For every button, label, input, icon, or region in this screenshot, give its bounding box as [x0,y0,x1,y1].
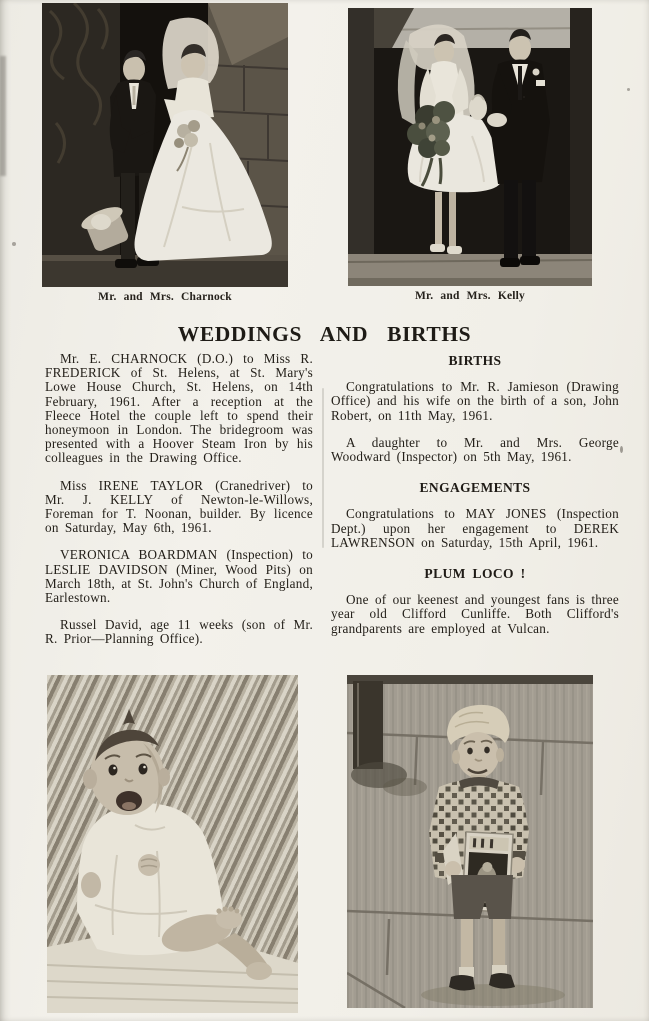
birth-announcement-jamieson: Congratulations to Mr. R. Jamieson (Drawing Office) and his wife on the birth of a son, John Robert, on 11th May, 1961. [331,379,619,423]
section-heading-births: BIRTHS [448,353,502,368]
wedding-photo-charnock [42,3,288,287]
section-heading-engagements: ENGAGEMENTS [419,480,531,496]
wedding-announcement-taylor-kelly: Miss IRENE TAYLOR (Cranedriver) to Mr. J. KELLY of Newton-le-Willows, Foreman for T. Noonan, builder. By licence on Saturday, May 6th, 1961. [45,477,313,536]
baby-photo-russel-david [47,675,298,1013]
birth-announcement-woodward: A daughter to Mr. and Mrs. George Woodward (Inspector) on 5th May, 1961. [331,434,619,465]
scan-speck [620,446,623,453]
section-heading-plum-loco: PLUM LOCO ! [424,566,526,582]
plum-loco-text: One of our keenest and youngest fans is three year old Clifford Cunliffe. Both Clifford's grandparents are employed at Vulcan. [331,592,619,636]
wedding-photo-kelly [348,8,592,286]
scan-smudge-left [0,56,6,176]
wedding-photo-charnock-illustration [42,3,288,287]
page-title: WEDDINGS AND BIRTHS [177,322,472,346]
baby-photo-illustration [47,675,298,1013]
photo-caption-kelly: Mr. and Mrs. Kelly [414,290,526,302]
scan-speck [12,242,16,246]
engagement-announcement-jones-lawrenson: Congratulations to MAY JONES (Inspection Dept.) upon her engagement to DEREK LAWRENSON on Saturday, 15th April, 1961. [331,506,619,550]
baby-note-russel-david: Russel David, age 11 weeks (son of Mr. R. Prior—Planning Office). [45,617,313,647]
scan-crease [322,388,324,548]
scan-speck [523,96,525,98]
wedding-announcement-boardman-davidson: VERONICA BOARDMAN (Inspection) to LESLIE DAVIDSON (Miner, Wood Pits) on March 18th, at St. John's Church of England, Earlestown. [45,547,313,606]
photo-caption-charnock: Mr. and Mrs. Charnock [98,291,232,303]
boy-photo-illustration [347,675,593,1008]
wedding-announcement-charnock: Mr. E. CHARNOCK (D.O.) to Miss R. FREDERICK of St. Helens, at St. Mary's Lowe House Church, St. Helens, on 14th February, 1961. After a reception at the Fleece Hotel the couple left to spend their honeymoon in London. The bridegroom was presented with a Hoover Steam Iron by his colleagues in the Drawing Office. [45,351,313,466]
scan-speck [627,88,630,91]
wedding-photo-kelly-illustration [348,8,592,286]
boy-photo-clifford-cunliffe [347,675,593,1008]
births-column [331,352,619,649]
weddings-column [45,352,313,660]
